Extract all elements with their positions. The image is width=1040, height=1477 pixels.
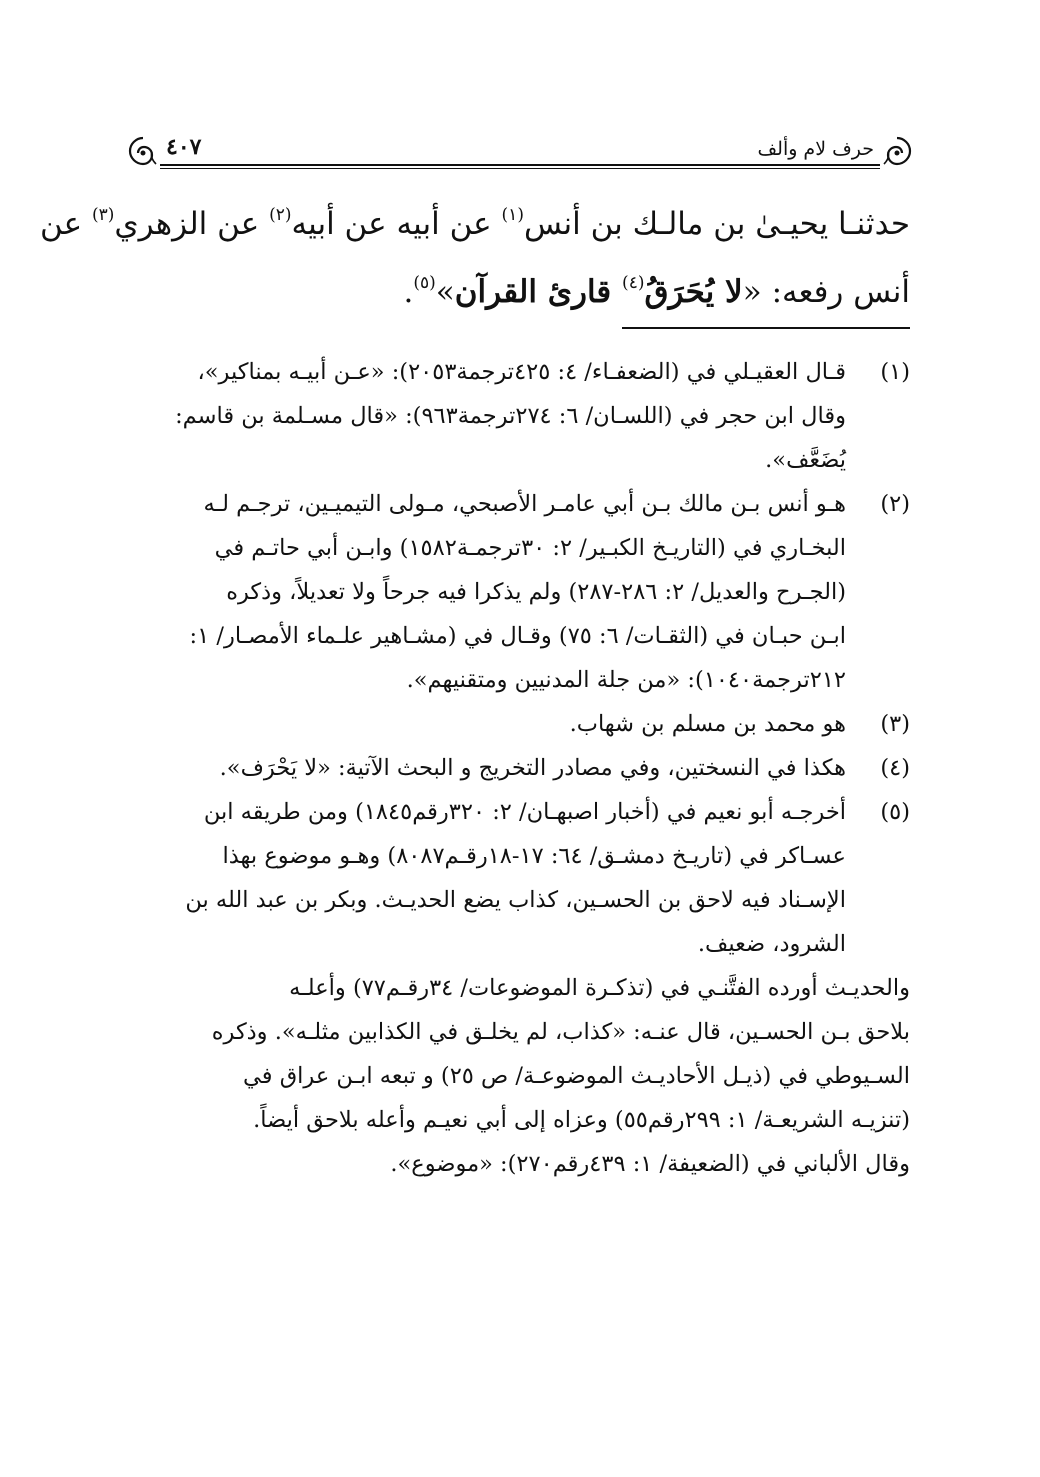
footnote-number: (٤) [880,755,910,781]
footnote-separator [622,327,910,329]
hadith-line: أنس رفعه: «لا يُحَرَقُ$^{(٤)}$ قارئ القرآن»$^{(٥)}$. [403,273,910,310]
header-rule-thin [160,168,880,169]
footnote-ref[interactable]: (٢) [269,205,292,225]
footnote-number: (٢) [880,491,910,517]
ornament-icon [880,134,914,168]
footnote-number: (٣) [880,711,910,737]
footnote-ref[interactable]: (١) [501,205,524,225]
footnote: (٢) هـو أنس بـن مالك بـن أبي عامـر الأصبحي، مـولى التيميـين، ترجـم لـه البخـاري في (التاريـخ الكبـير/ ٢: ٣٠ترجمـة١٥٨٢) وابـن أبي حاتـم في (الجـرح والعديل/ ٢: ٢٨٦-٢٨٧) ولم يذكرا فيه جرحاً ولا تعديلاً، وذكره ابـن حبـان في (الثقـات/ ٦: ٧٥) وقـال في (مشـاهير علـماء الأمصـار/ ١: ٢١٢ترجمة١٠٤٠): «من جلة المدنيين ومتقنيهم». [130,482,910,702]
footnote: (١) قـال العقيـلي في (الضعفـاء/ ٤: ٤٢٥ترجمة٢٠٥٣): «عـن أبيـه بمناكير»، وقال ابن حجر في (اللسـان/ ٦: ٢٧٤ترجمة٩٦٣): «قال مسـلمة بن قاسم: يُضَعَّف». [130,350,910,482]
footnotes [130,350,910,1186]
footnote: (٥) أخرجـه أبو نعيم في (أخبار اصبهـان/ ٢: ٣٢٠رقم١٨٤٥) ومن طريقه ابن عسـاكر في (تاريـخ دمشـق/ ٦٤: ١٧-١٨رقـم٨٠٨٧) وهـو موضوع بهذا الإسـناد فيه لاحق بن الحسـين، كذاب يضع الحديـث. وبكر بن عبد الله بن الشرود، ضعيف. [130,790,910,966]
footnote-ref[interactable]: (٣) [91,205,115,225]
hadith-matn: قارئ القرآن [454,274,623,310]
hadith-matn: لا يُحَرَقُ [644,274,743,310]
ornament-icon [126,134,160,168]
hadith-line: حدثنـا يحيـىٰ بن مالـك بن أنس$^{(١)}$ عن أبيه عن أبيه$^{(٢)}$ عن الزهري$^{(٣)}$ عن [40,205,910,242]
footnote: (٣) هو محمد بن مسلم بن شهاب. [130,702,910,746]
header-rule [160,164,880,166]
page-number: ٤٠٧ [166,134,202,160]
chapter-title: حرف لام وألف [757,138,874,160]
footnote-ref[interactable]: (٤) [622,273,645,293]
hadith-text [40,190,910,326]
footnote-number: (٥) [880,799,910,825]
footnote-number: (١) [880,359,910,385]
page-header [130,128,910,174]
footnote: (٤) هكذا في النسختين، وفي مصادر التخريج و البحث الآتية: «لا يَحْرَف». [130,746,910,790]
closing-paragraph: والحديـث أورده الفتَّنـي في (تذكـرة الموضوعات/ ٣٤رقـم٧٧) وأعلـه بلاحق بـن الحسـين، قال عنـه: «كذاب، لم يخلـق في الكذابين مثلـه». وذكره السـيوطي في (ذيـل الأحاديـث الموضوعـة/ ص ٢٥) و تبعه ابـن عراق في (تنزيـه الشريعـة/ ١: ٢٩٩رقم٥٥) وعزاه إلى أبي نعيـم وأعله بلاحق أيضاً. وقال الألباني في (الضعيفة/ ١: ٤٣٩رقم٢٧٠): «موضوع». [211,975,910,1177]
footnote-ref[interactable]: (٥) [413,273,436,293]
